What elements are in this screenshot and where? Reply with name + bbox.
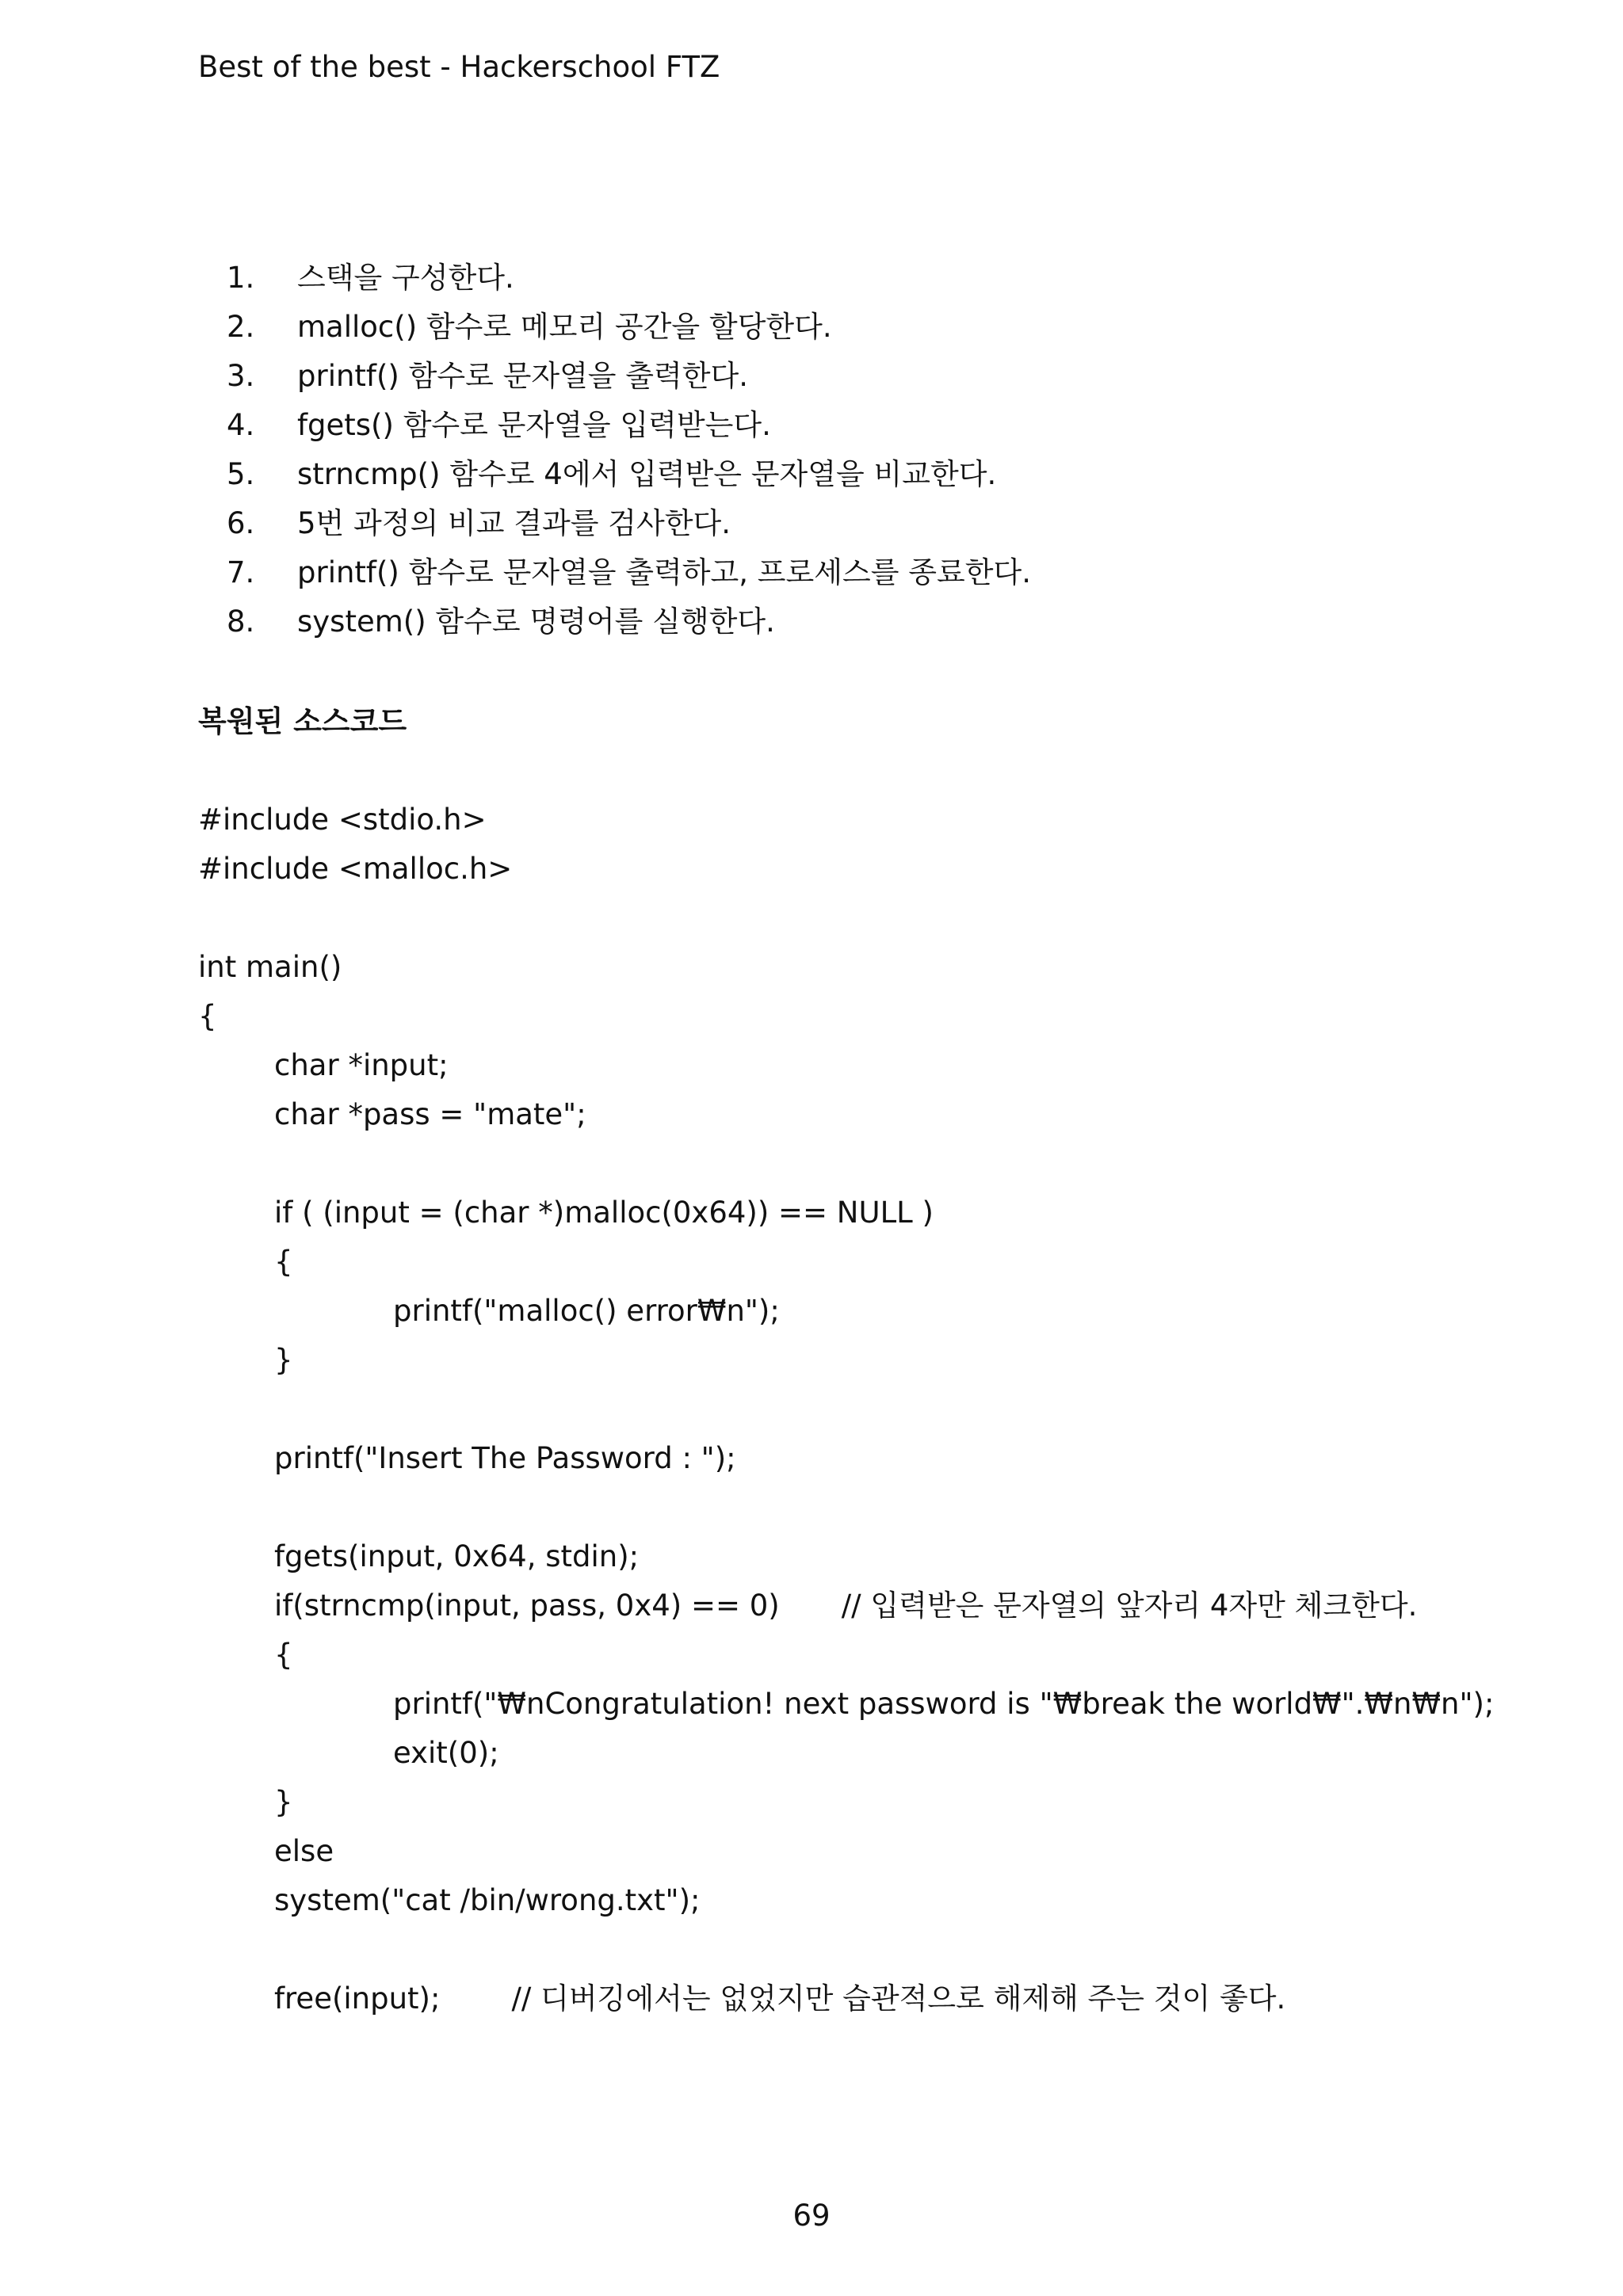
step-number: 8. [227,605,255,639]
section-title: 복원된 소스코드 [198,704,407,738]
code-statement: free(input); [274,1981,441,2016]
step-number: 2. [227,310,255,344]
code-blank-line [198,1483,1494,1532]
page-number: 69 [792,2199,831,2233]
code-line-system: system("cat /bin/wrong.txt"); [274,1883,701,1917]
code-line-if-malloc: if ( (input = (char *)malloc(0x64)) == NULL ) [274,1196,934,1230]
code-blank-line [198,1385,1494,1434]
step-number: 1. [227,261,255,295]
step-number: 4. [227,408,255,442]
code-line-else: else [274,1834,334,1868]
code-statement: if(strncmp(input, pass, 0x4) == 0) [274,1589,780,1623]
code-comment: // 입력받은 문자열의 앞자리 4자만 체크한다. [841,1589,1418,1623]
code-blank-line [198,894,1494,943]
code-line-open-brace: { [274,1245,293,1279]
step-text: printf() 함수로 문자열을 출력하고, 프로세스를 종료한다. [297,555,1031,589]
code-line-printf-congrats: printf("₩nCongratulation! next password is "₩break the world₩".₩n₩n"); [393,1687,1495,1721]
code-line-printf-error: printf("malloc() error₩n"); [393,1294,780,1328]
step-number: 3. [227,359,255,393]
code-line-close-brace: } [274,1343,293,1377]
step-text: malloc() 함수로 메모리 공간을 할당한다. [297,310,832,344]
code-line-if-strncmp [198,1581,1494,1630]
step-text: 스택을 구성한다. [297,261,514,295]
code-line-open-brace: { [198,999,217,1033]
code-line-open-brace: { [274,1638,293,1672]
step-number: 6. [227,506,255,540]
step-text: 5번 과정의 비교 결과를 검사한다. [297,506,731,540]
code-line-exit: exit(0); [393,1736,499,1770]
step-text: fgets() 함수로 문자열을 입력받는다. [297,408,771,442]
code-line-printf-insert: printf("Insert The Password : "); [274,1441,736,1475]
code-line-include-malloc: #include <malloc.h> [198,852,513,886]
code-line-fgets: fgets(input, 0x64, stdin); [274,1539,640,1573]
step-text: strncmp() 함수로 4에서 입력받은 문자열을 비교한다. [297,457,997,491]
code-line-close-brace: } [274,1785,293,1819]
code-line-main-signature: int main() [198,950,342,984]
code-line-decl-pass: char *pass = "mate"; [274,1097,586,1131]
step-text: printf() 함수로 문자열을 출력한다. [297,359,749,393]
page-header: Best of the best - Hackerschool FTZ [198,50,720,84]
code-blank-line [198,1925,1494,1974]
code-line-free [198,1974,1494,2023]
code-line-decl-input: char *input; [274,1048,449,1082]
step-number: 7. [227,555,255,589]
step-number: 5. [227,457,255,491]
step-text: system() 함수로 명령어를 실행한다. [297,605,775,639]
source-code-block [198,795,1494,2023]
code-comment: // 디버깅에서는 없었지만 습관적으로 해제해 주는 것이 좋다. [511,1981,1286,2016]
code-line-include-stdio: #include <stdio.h> [198,803,487,837]
code-blank-line [198,1139,1494,1188]
